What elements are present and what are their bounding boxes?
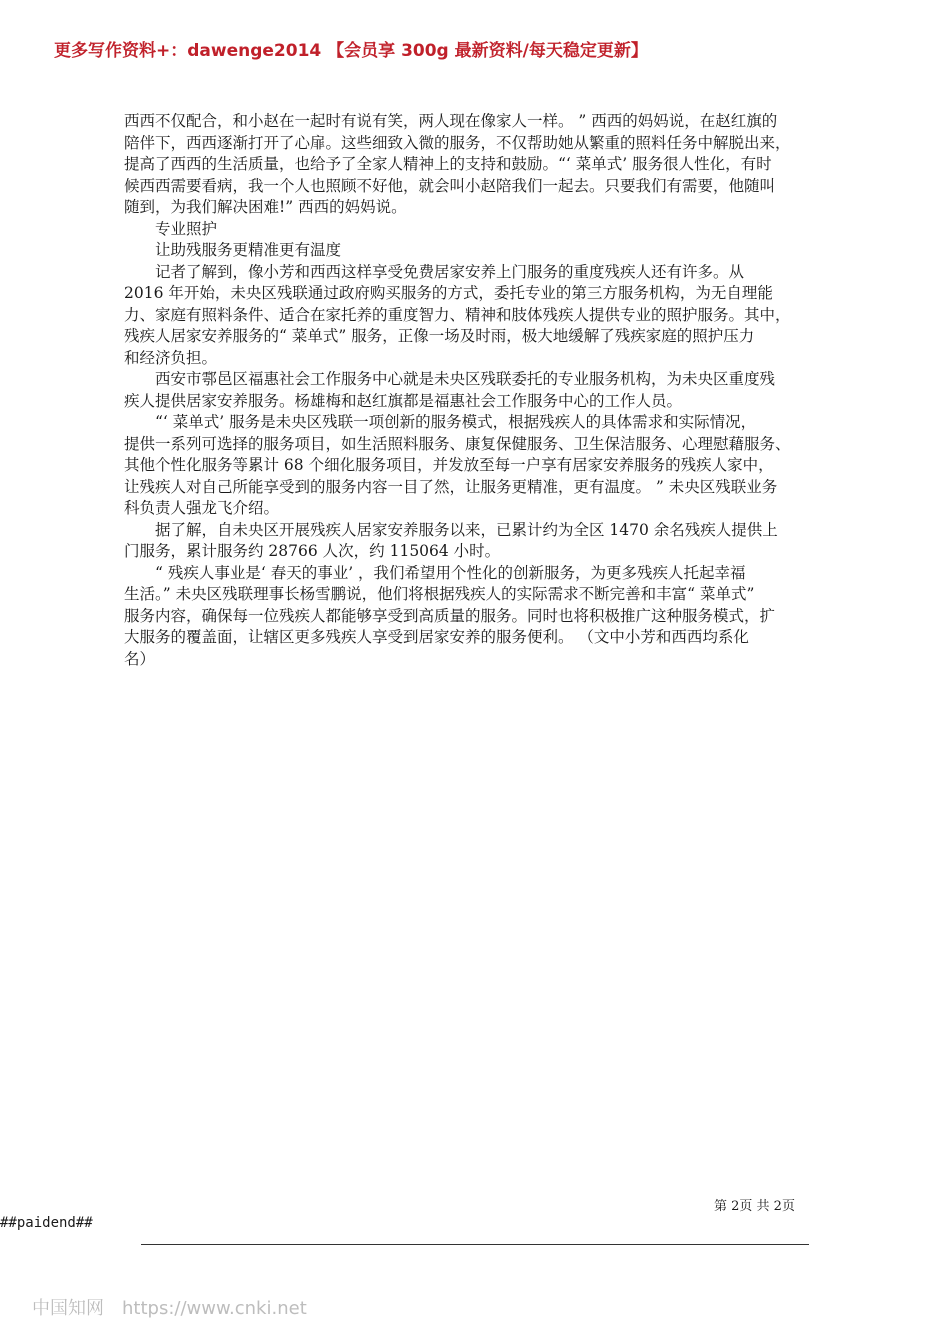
- article-line: 提高了西西的生活质量，也给予了全家人精神上的支持和鼓励。“‘ 菜单式’ 服务很人性化，有时: [124, 155, 772, 173]
- article-line: 让残疾人对自己所能享受到的服务内容一目了然，让服务更精准，更有温度。 ” 未央区残联业务: [124, 477, 778, 496]
- article-line: “‘ 菜单式’ 服务是未央区残联一项创新的服务模式，根据残疾人的具体需求和实际情况，: [124, 413, 757, 431]
- cnki-logo-text: 中国知网: [32, 1298, 104, 1319]
- article-line: 服务内容，确保每一位残疾人都能够享受到高质量的服务。同时也将积极推广这种服务模式，扩: [124, 606, 776, 625]
- article-line: “ 残疾人事业是‘ 春天的事业’ ，我们希望用个性化的创新服务，为更多残疾人托起幸福: [124, 563, 746, 582]
- article-line: 据了解，自未央区开展残疾人居家安养服务以来，已累计约为全区 1470 余名残疾人提供上: [124, 520, 778, 539]
- article-line: 记者了解到，像小芳和西西这样享受免费居家安养上门服务的重度残疾人还有许多。从: [124, 262, 745, 281]
- article-line: 西安市鄠邑区福惠社会工作服务中心就是未央区残联委托的专业服务机构，为未央区重度残: [124, 370, 776, 388]
- article-line: 提供一系列可选择的服务项目，如生活照料服务、康复保健服务、卫生保洁服务、心理慰藉服务、: [124, 434, 791, 453]
- article-line: 名）: [124, 649, 156, 668]
- article-line: 随到，为我们解决困难!” 西西的妈妈说。: [124, 198, 407, 216]
- article-line: 力、家庭有照料条件、适合在家托养的重度智力、精神和肢体残疾人提供专业的照护服务。其中，: [124, 305, 791, 324]
- article-line: 2016 年开始，未央区残联通过政府购买服务的方式，委托专业的第三方服务机构，为无自理能: [124, 284, 773, 302]
- article-line: 科负责人强龙飞介绍。: [124, 499, 280, 517]
- article-line: 让助残服务更精准更有温度: [124, 241, 342, 259]
- article-line: 门服务，累计服务约 28766 人次，约 115064 小时。: [124, 542, 501, 560]
- article-line: 候西西需要看病，我一个人也照顾不好他，就会叫小赵陪我们一起去。只要我们有需要，他随叫: [124, 176, 776, 195]
- paidend-marker: ##paidend##: [0, 1215, 93, 1231]
- article-body: [124, 111, 834, 670]
- cnki-watermark: [32, 1294, 307, 1320]
- article-line: 专业照护: [124, 219, 218, 238]
- footer-divider: [141, 1244, 809, 1245]
- article-line: 陪伴下，西西逐渐打开了心扉。这些细致入微的服务，不仅帮助她从繁重的照料任务中解脱出来，: [124, 133, 791, 152]
- article-line: 生活。” 未央区残联理事长杨雪鹏说，他们将根据残疾人的实际需求不断完善和丰富“ 菜单式”: [124, 585, 755, 603]
- page-number: 第 2页 共 2页: [714, 1199, 795, 1214]
- article-line: 大服务的覆盖面，让辖区更多残疾人享受到居家安养的服务便利。 （文中小芳和西西均系化: [124, 628, 749, 646]
- article-line: 西西不仅配合，和小赵在一起时有说有笑，两人现在像家人一样。 ” 西西的妈妈说，在赵红旗的: [124, 112, 778, 130]
- article-line: 和经济负担。: [124, 348, 218, 367]
- article-line: 疾人提供居家安养服务。杨雄梅和赵红旗都是福惠社会工作服务中心的工作人员。: [124, 391, 683, 410]
- cnki-url: https://www.cnki.net: [122, 1298, 307, 1319]
- article-line: 其他个性化服务等累计 68 个细化服务项目，并发放至每一户享有居家安养服务的残疾人家中，: [124, 456, 774, 474]
- promo-banner: 更多写作资料+：dawenge2014 【会员享 300g 最新资料/每天稳定更新】: [54, 41, 648, 61]
- article-line: 残疾人居家安养服务的“ 菜单式” 服务，正像一场及时雨，极大地缓解了残疾家庭的照护压力: [124, 327, 755, 345]
